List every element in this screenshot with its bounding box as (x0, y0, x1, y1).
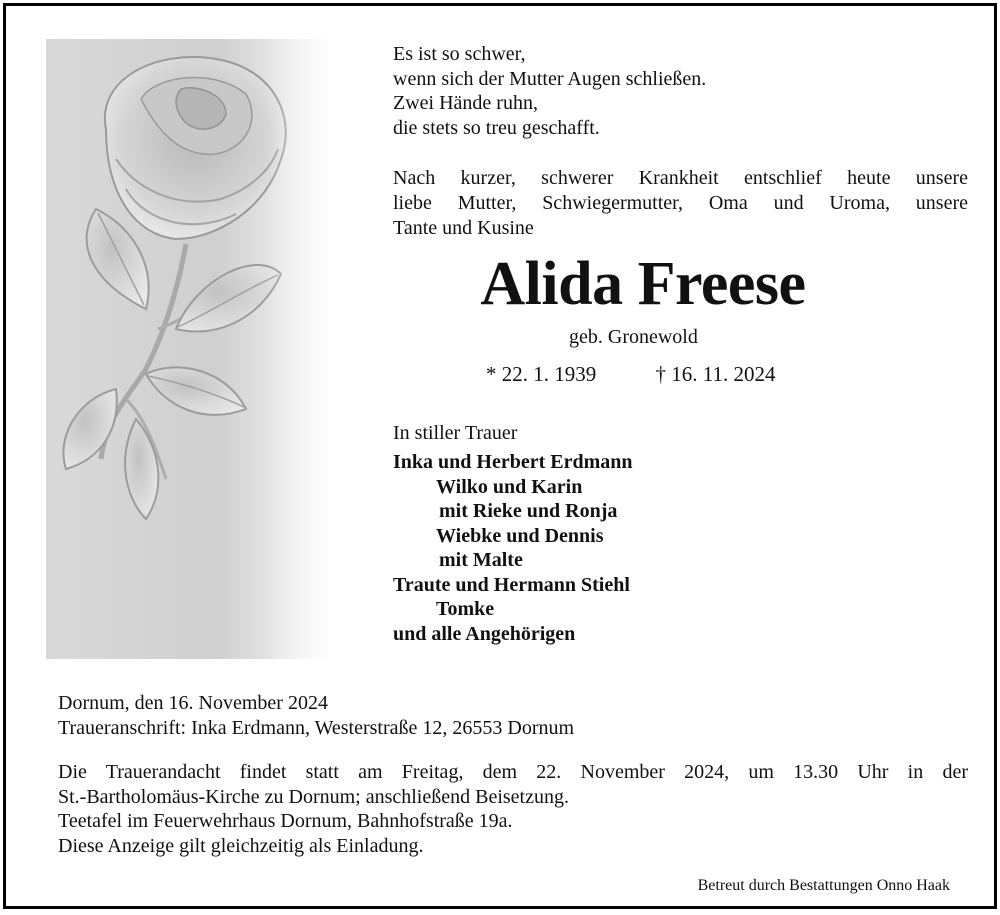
obituary-notice (3, 3, 997, 909)
intro-line: liebe Mutter, Schwiegermutter, Oma und Uroma, unsere (393, 192, 968, 214)
mourner-line: Traute und Hermann Stiehl (393, 573, 630, 596)
mourner-line: Wiebke und Dennis (436, 524, 604, 547)
service-line: Diese Anzeige gilt gleichzeitig als Einladung. (58, 834, 424, 857)
maiden-name: geb. Gronewold (569, 326, 698, 348)
mourner-line: mit Malte (439, 549, 523, 571)
deceased-name: Alida Freese (480, 250, 806, 318)
date-line: Dornum, den 16. November 2024 (58, 692, 328, 714)
mourner-line: mit Rieke und Ronja (439, 500, 618, 522)
service-line: Teetafel im Feuerwehrhaus Dornum, Bahnhofstraße 19a. (58, 810, 513, 832)
rose-image (46, 39, 330, 659)
service-info (58, 760, 968, 858)
intro-text (393, 166, 968, 241)
death-date: † 16. 11. 2024 (655, 362, 776, 386)
verse-line: Es ist so schwer, (393, 43, 526, 65)
mourning-heading: In stiller Trauer (393, 422, 518, 444)
service-line: St.-Bartholomäus-Kirche zu Dornum; anschließend Beisetzung. (58, 785, 569, 808)
mourner-line: Wilko und Karin (436, 475, 583, 498)
verse-line: wenn sich der Mutter Augen schließen. (393, 67, 707, 90)
life-dates (486, 362, 775, 387)
rose-illustration (46, 39, 330, 659)
verse (393, 42, 706, 140)
mourner-line: Inka und Herbert Erdmann (393, 451, 633, 473)
address-line: Traueranschrift: Inka Erdmann, Westerstraße 12, 26553 Dornum (58, 717, 575, 739)
mourner-line: Tomke (436, 598, 495, 620)
verse-line: die stets so treu geschafft. (393, 116, 600, 139)
mourners-list (393, 450, 633, 646)
mourner-line: und alle Angehörigen (393, 622, 576, 645)
place-and-address (58, 691, 574, 741)
verse-line: Zwei Hände ruhn, (393, 92, 538, 114)
intro-line: Nach kurzer, schwerer Krankheit entschlief heute unsere (393, 167, 968, 189)
birth-date: * 22. 1. 1939 (486, 362, 597, 386)
undertaker-credit: Betreut durch Bestattungen Onno Haak (697, 877, 950, 894)
intro-line: Tante und Kusine (393, 217, 534, 239)
service-line: Die Trauerandacht findet statt am Freitag, dem 22. November 2024, um 13.30 Uhr in der (58, 761, 968, 783)
